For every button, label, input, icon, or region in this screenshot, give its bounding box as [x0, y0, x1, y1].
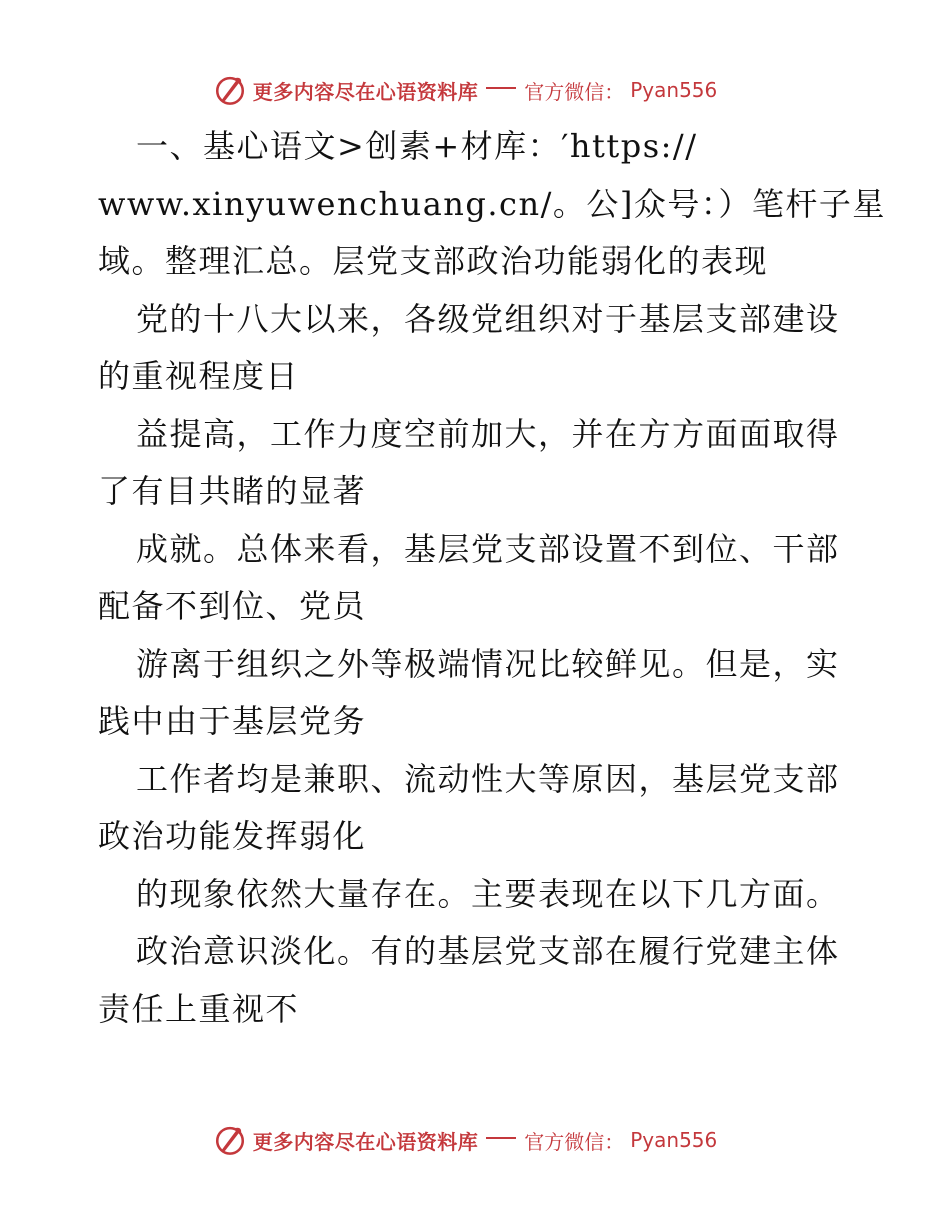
text-line: 党的十八大以来，各级党组织对于基层支部建设 [136, 299, 840, 338]
text-line: 配备不到位、党员 [98, 587, 367, 625]
banner-separator [486, 1137, 516, 1139]
footer-banner [0, 1120, 950, 1160]
text-line: 责任上重视不 [98, 989, 300, 1028]
banner-wechat-id: Pyan556 [630, 78, 718, 102]
text-line: 益提高，工作力度空前加大，并在方方面面取得 [136, 414, 840, 453]
banner-slogan: 更多内容尽在心语资料库 [252, 79, 479, 104]
text-line: 一、基心语文>创素+材库：′https:// [136, 127, 698, 165]
banner-wechat-label: 官方微信： [524, 1129, 625, 1154]
header-banner [0, 70, 950, 110]
banner-slogan: 更多内容尽在心语资料库 [252, 1129, 479, 1154]
text-line: 政治意识淡化。有的基层党支部在履行党建主体 [136, 932, 840, 970]
text-line: 工作者均是兼职、流动性大等原因，基层党支部 [136, 759, 840, 798]
text-line: 政治功能发挥弱化 [98, 817, 367, 855]
quill-pen-circle-icon [213, 1123, 247, 1157]
text-line: 的现象依然大量存在。主要表现在以下几方面。 [136, 874, 840, 913]
text-line: 了有目共睹的显著 [98, 472, 367, 510]
text-line: 游离于组织之外等极端情况比较鲜见。但是，实 [136, 644, 840, 683]
header-banner-inner [213, 73, 718, 107]
text-line: www.xinyuwenchuang.cn/。公]众号：）笔杆子星 [98, 184, 886, 223]
quill-pen-circle-icon [213, 73, 247, 107]
footer-banner-inner [213, 1123, 718, 1157]
document-body [98, 118, 886, 1038]
banner-wechat-id: Pyan556 [630, 1128, 718, 1152]
text-line: 的重视程度日 [98, 357, 300, 395]
text-line: 成就。总体来看，基层党支部设置不到位、干部 [136, 529, 840, 568]
text-line: 域。整理汇总。层党支部政治功能弱化的表现 [98, 242, 769, 280]
text-line: 践中由于基层党务 [98, 702, 367, 740]
banner-wechat-label: 官方微信： [524, 79, 625, 104]
banner-separator [486, 87, 516, 89]
